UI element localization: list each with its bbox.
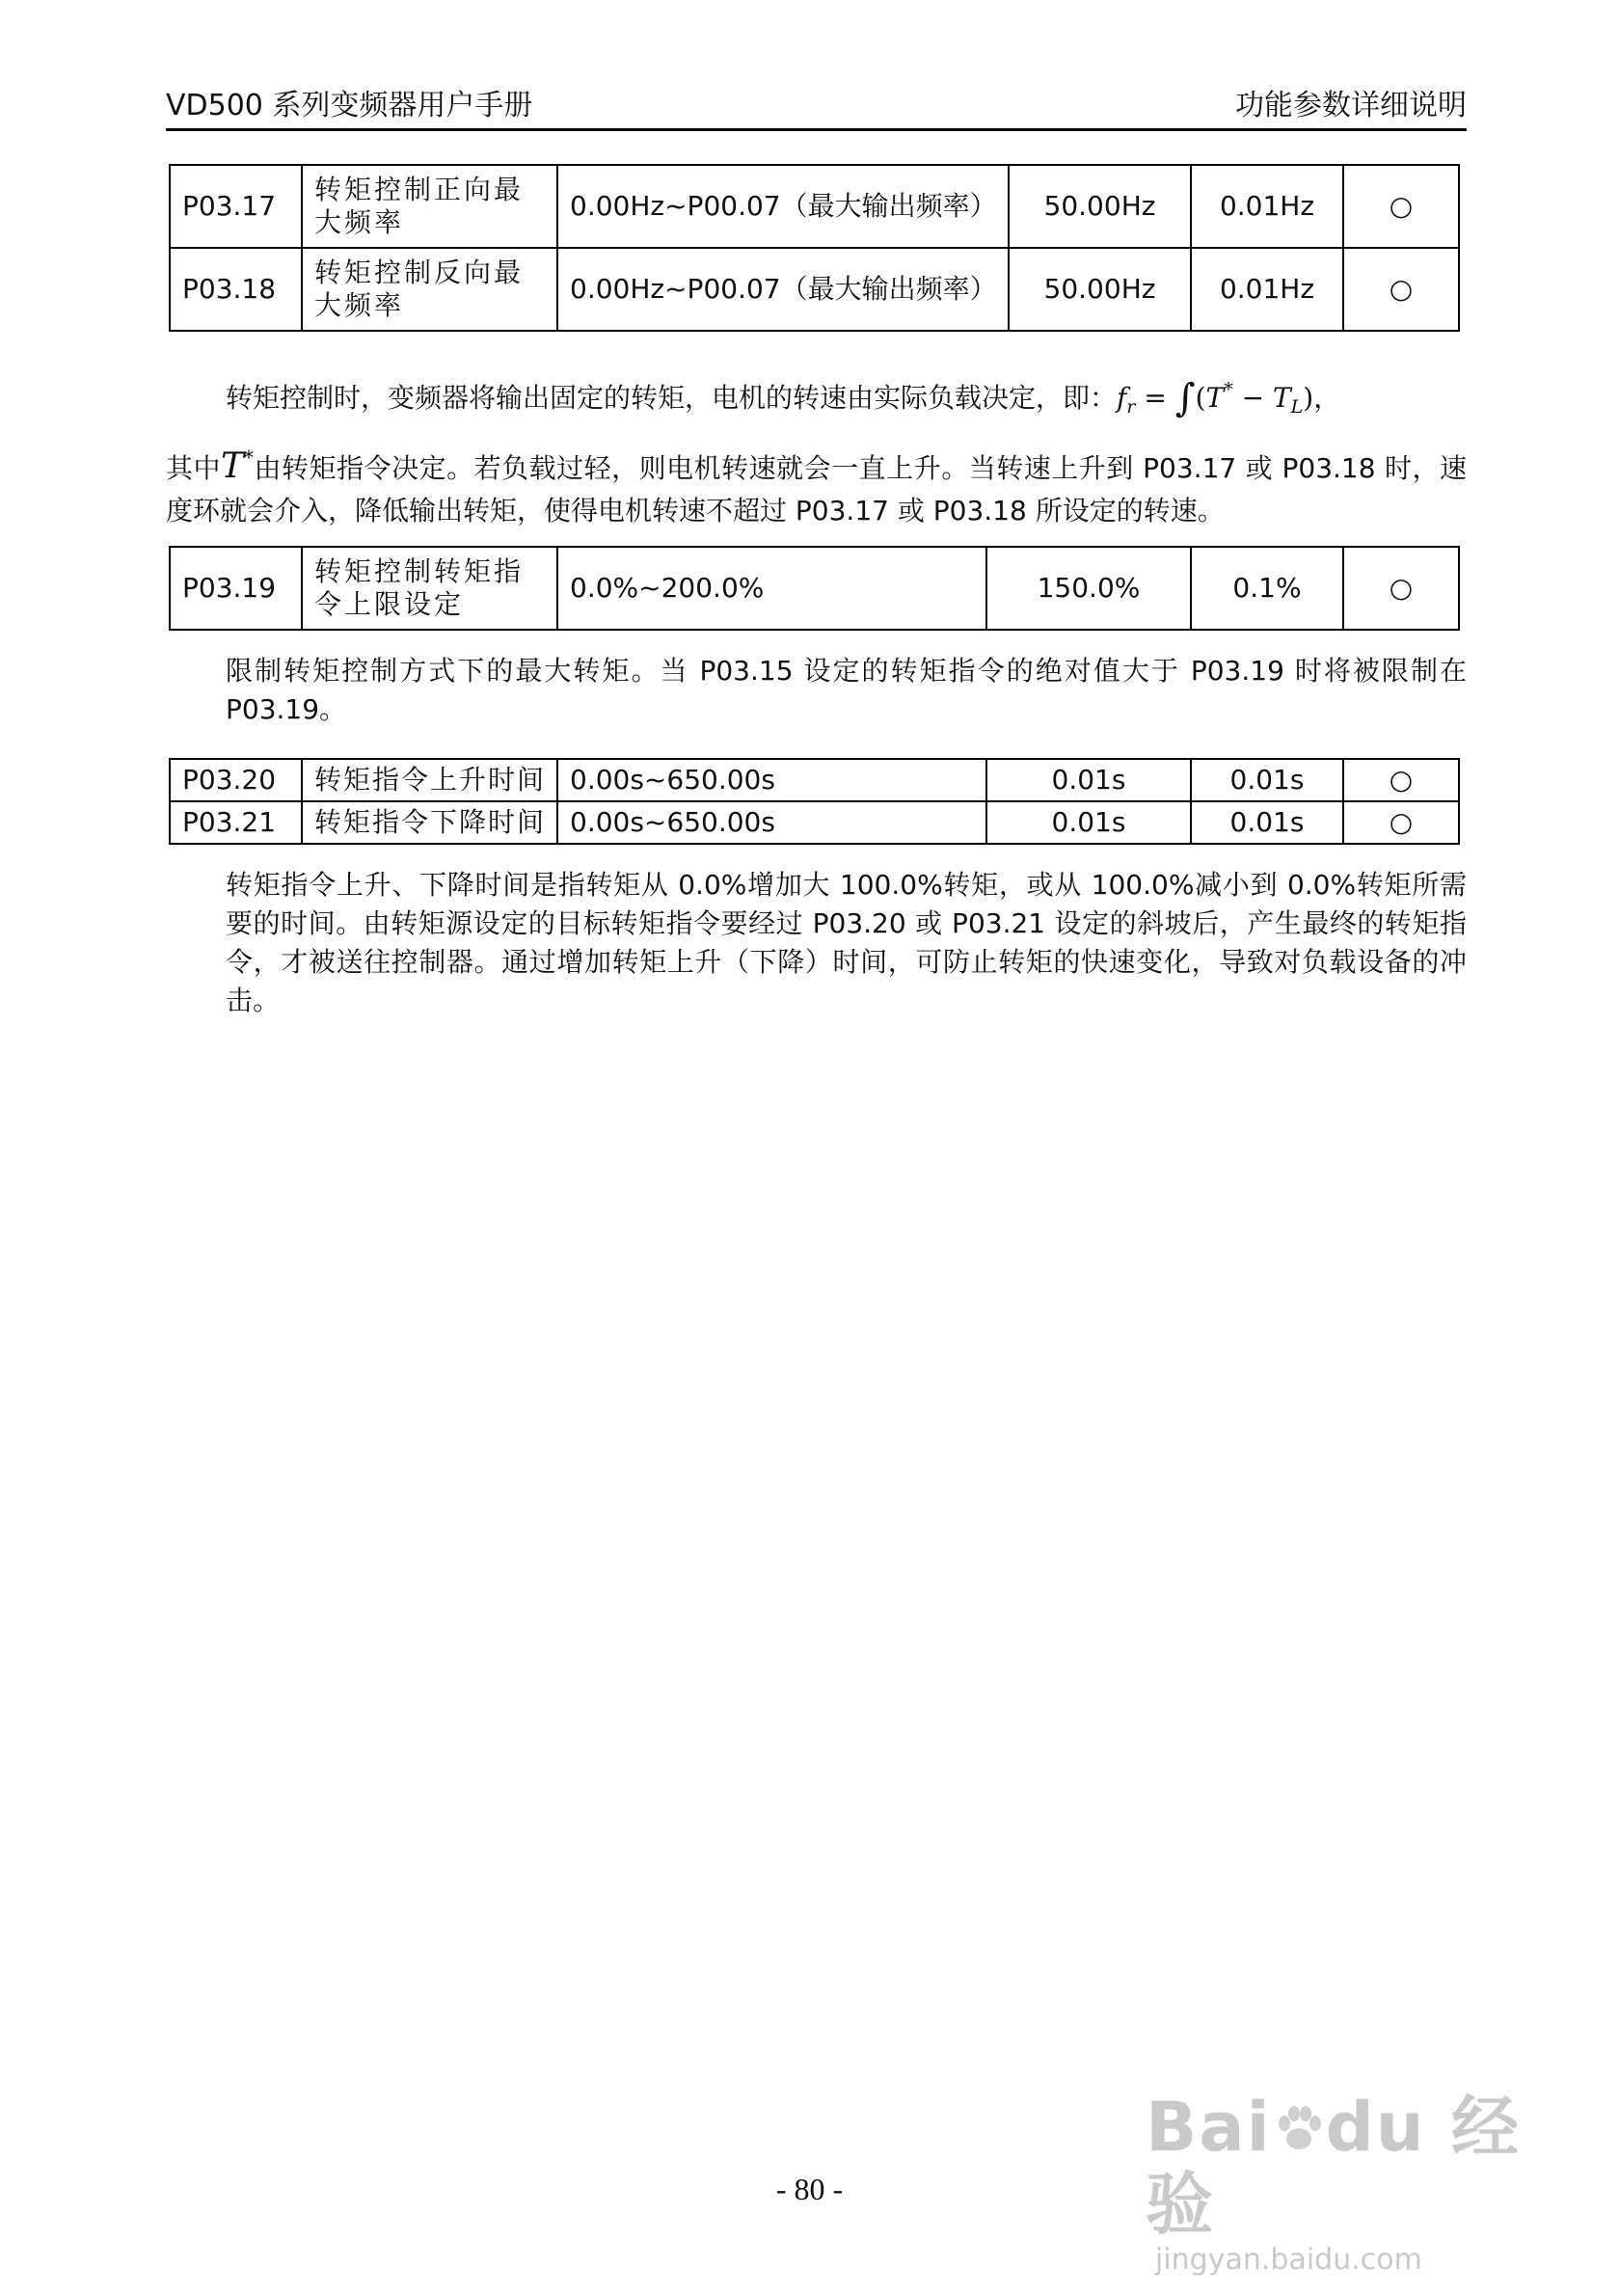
param-code: P03.21 [170,801,302,844]
param-default: 150.0% [986,547,1191,630]
watermark-url: jingyan.baidu.com [1155,2243,1422,2277]
parameter-table-3 [169,758,1460,845]
param-attribute: ○ [1343,547,1459,630]
paragraph-text: 转矩控制时，变频器将输出固定的转矩，电机的转速由实际负载决定，即： [226,382,1118,414]
torque-reference-symbol: T* [221,446,255,486]
paragraph-torque-ramp: 转矩指令上升、下降时间是指转矩从 0.0%增加大 100.0%转矩，或从 100.0%减小到 0.0%转矩所需要的时间。由转矩源设定的目标转矩指令要经过 P03.20 或 P03.21 设定的斜坡后，产生最终的转矩指令，才被送往控制器。通过增加转矩上升（下降）时间，可防止转矩的快速变化，导致对负载设备的冲击。 [226,869,1467,1016]
param-range: 0.00Hz~P00.07（最大输出频率） [557,248,1009,331]
header-section-title: 功能参数详细说明 [1235,89,1467,122]
header-divider [166,128,1467,131]
param-range: 0.00s~650.00s [557,801,986,844]
param-name: 转矩指令下降时间 [302,801,557,844]
torque-formula: $f_r = \int(T^* - T_L)$ [1117,376,1314,420]
param-attribute: ○ [1343,165,1459,248]
param-code: P03.20 [170,759,302,801]
table-row [170,248,1459,331]
param-default: 0.01s [986,759,1191,801]
param-name: 转矩控制正向最大频率 [302,165,557,248]
param-default: 50.00Hz [1009,248,1191,331]
param-attribute: ○ [1343,801,1459,844]
watermark-logo: Bai du 经验 [1146,2088,1521,2244]
param-unit: 0.01s [1191,801,1343,844]
baidu-jingyan-watermark [1146,2088,1541,2277]
parameter-table-2 [169,546,1460,631]
param-unit: 0.1% [1191,547,1343,630]
param-name: 转矩指令上升时间 [302,759,557,801]
paragraph-torque-limit: 限制转矩控制方式下的最大转矩。当 P03.15 设定的转矩指令的绝对值大于 P03.19 时将被限制在 P03.19。 [226,655,1467,725]
param-default: 50.00Hz [1009,165,1191,248]
header-manual-title: VD500 系列变频器用户手册 [166,89,533,122]
param-attribute: ○ [1343,248,1459,331]
param-code: P03.18 [170,248,302,331]
page-number: - 80 - [775,2172,844,2206]
param-code: P03.19 [170,547,302,630]
param-default: 0.01s [986,801,1191,844]
param-range: 0.00Hz~P00.07（最大输出频率） [557,165,1009,248]
param-name: 转矩控制反向最大频率 [302,248,557,331]
param-code: P03.17 [170,165,302,248]
table-row [170,165,1459,248]
param-unit: 0.01s [1191,759,1343,801]
paw-icon [1272,2102,1326,2156]
table-row [170,801,1459,844]
param-attribute: ○ [1343,759,1459,801]
param-unit: 0.01Hz [1191,248,1343,331]
param-range: 0.00s~650.00s [557,759,986,801]
paragraph-text: 由转矩指令决定。若负载过轻，则电机转速就会一直上升。当转速上升到 P03.17 或 P03.18 时，速度环就会介入，降低输出转矩，使得电机转速不超过 P03.17 或 P03.18 所设定的转速。 [166,452,1467,527]
paragraph-torque-control: 转矩控制时，变频器将输出固定的转矩，电机的转速由实际负载决定，即：$f_r = \int(T^* - T_L)$， 其中T*由转矩指令决定。若负载过轻，则电机转速就会一直上升。当转速上升到 P03.17 或 P03.18 时，速度环就会介入，降低输出转矩，使得电机转速不超过 P03.17 或 P03.18 所设定的转速。 [166,376,1467,527]
parameter-table-1 [169,164,1460,332]
param-name: 转矩控制转矩指令上限设定 [302,547,557,630]
param-unit: 0.01Hz [1191,165,1343,248]
param-range: 0.0%~200.0% [557,547,986,630]
table-row [170,759,1459,801]
table-row [170,547,1459,630]
